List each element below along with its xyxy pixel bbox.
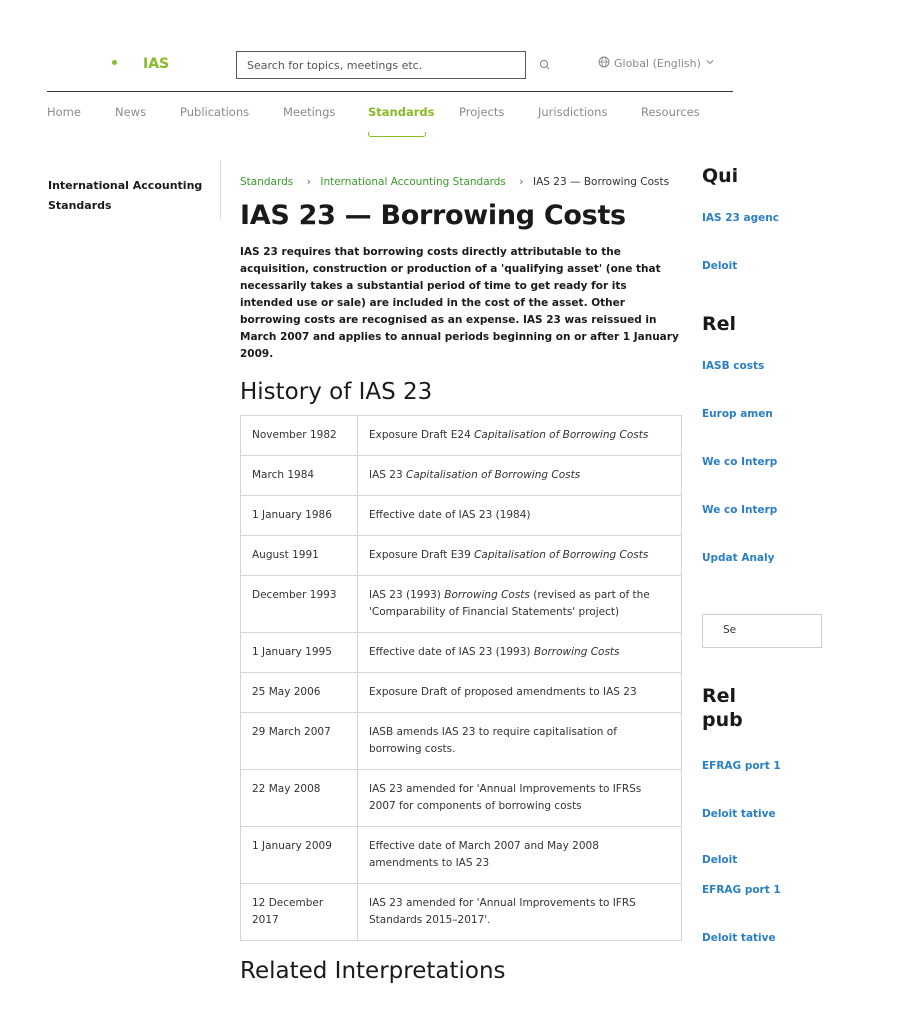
history-description-text: IAS 23 [369, 469, 406, 481]
related-interpretations-heading: Related Interpretations [240, 958, 506, 984]
breadcrumb-international-accounting-standards[interactable]: International Accounting Standards [320, 176, 506, 188]
history-description-title: Borrowing Costs [533, 646, 620, 658]
history-description-cell [358, 770, 682, 827]
intro-paragraph: IAS 23 requires that borrowing costs directly attributable to the acquisition, construction or production of a 'qualifying asset' (one that necessarily takes a substantial period of time to get ready for its intended use or sale) are included in the cost of the asset. Other borrowing costs are recognised as an expense. IAS 23 was reissued in March 2007 and applies to annual periods beginning on or after 1 January 2009. [240, 246, 679, 360]
table-row [241, 827, 682, 884]
history-description-title: Borrowing Costs [444, 589, 530, 601]
quick-links-heading: Qui [702, 165, 739, 187]
sidebar [48, 174, 208, 214]
history-description-cell [358, 827, 682, 884]
language-selector[interactable] [598, 56, 715, 71]
history-date-cell: November 1982 [241, 416, 358, 456]
chevron-right-icon: › [519, 175, 524, 188]
nav-standards[interactable]: Standards [368, 105, 435, 119]
history-description-cell [358, 884, 682, 941]
history-description-text: Exposure Draft E39 [369, 549, 475, 561]
history-description-cell [358, 536, 682, 576]
publication-link[interactable]: EFRAG port 1 [702, 760, 781, 772]
publication-link[interactable]: Deloit [702, 854, 738, 866]
history-description-text: IAS 23 amended for 'Annual Improvements to IFRS Standards 2015–2017'. [369, 897, 636, 926]
related-link[interactable]: Updat Analy [702, 552, 775, 564]
table-row [241, 576, 682, 633]
right-column [702, 0, 781, 1024]
breadcrumb-current: IAS 23 — Borrowing Costs [533, 176, 670, 188]
history-description-text: IASB amends IAS 23 to require capitalisation of borrowing costs. [369, 726, 617, 755]
history-description-suffix: (revised as part of the 'Comparability of Financial Statements' project) [369, 589, 650, 618]
related-link[interactable]: IASB costs [702, 360, 765, 372]
history-description-text: Effective date of IAS 23 (1984) [369, 509, 531, 521]
see-more-button[interactable]: Se [702, 614, 822, 648]
history-description-text: Exposure Draft of proposed amendments to IAS 23 [369, 686, 637, 698]
history-description-title: Capitalisation of Borrowing Costs [474, 429, 649, 441]
history-description-cell [358, 673, 682, 713]
page-title: IAS 23 — Borrowing Costs [240, 200, 626, 231]
history-date-cell: 25 May 2006 [241, 673, 358, 713]
related-publications-heading-line2: pub [702, 709, 743, 731]
table-row [241, 770, 682, 827]
breadcrumb-standards[interactable]: Standards [240, 176, 294, 188]
related-link[interactable]: We co Interp [702, 456, 778, 468]
table-row [241, 713, 682, 770]
search-icon[interactable] [536, 56, 554, 74]
nav-meetings[interactable]: Meetings [283, 105, 336, 119]
history-description-cell [358, 416, 682, 456]
history-date-cell: 29 March 2007 [241, 713, 358, 770]
table-row [241, 536, 682, 576]
quick-link[interactable]: IAS 23 agenc [702, 212, 779, 224]
history-date-cell: 12 December 2017 [241, 884, 358, 941]
history-description-text: Effective date of March 2007 and May 2008 amendments to IAS 23 [369, 840, 599, 869]
nav-publications[interactable]: Publications [180, 105, 250, 119]
table-row [241, 496, 682, 536]
history-description-cell [358, 576, 682, 633]
globe-icon [598, 56, 610, 71]
history-description-text: IAS 23 amended for 'Annual Improvements to IFRSs 2007 for components of borrowing costs [369, 783, 642, 812]
table-row [241, 416, 682, 456]
history-description-cell [358, 496, 682, 536]
nav-jurisdictions[interactable]: Jurisdictions [538, 105, 608, 119]
history-description-cell [358, 456, 682, 496]
active-tab-indicator [368, 132, 426, 137]
history-description-title: Capitalisation of Borrowing Costs [474, 549, 649, 561]
search-input[interactable] [237, 52, 527, 78]
history-description-cell [358, 633, 682, 673]
history-date-cell: December 1993 [241, 576, 358, 633]
table-row [241, 884, 682, 941]
publication-link[interactable]: Deloit tative [702, 932, 776, 944]
history-date-cell: August 1991 [241, 536, 358, 576]
nav-news[interactable]: News [115, 105, 147, 119]
related-link[interactable]: Europ amen [702, 408, 773, 420]
language-label: Global (English) [614, 57, 701, 70]
nav-projects[interactable]: Projects [459, 105, 505, 119]
table-row [241, 673, 682, 713]
logo-dot-icon [112, 60, 117, 65]
history-description-text: Exposure Draft E24 [369, 429, 475, 441]
history-table [240, 415, 682, 941]
sidebar-item-international-accounting-standards[interactable]: International Accounting Standards [48, 179, 203, 212]
sidebar-divider [220, 160, 221, 220]
history-date-cell: 1 January 1986 [241, 496, 358, 536]
history-description-text: IAS 23 (1993) [369, 589, 445, 601]
history-description-title: Capitalisation of Borrowing Costs [405, 469, 581, 481]
history-description-text: Effective date of IAS 23 (1993) [369, 646, 534, 658]
chevron-right-icon: › [306, 175, 311, 188]
publication-link[interactable]: EFRAG port 1 [702, 884, 781, 896]
quick-link[interactable]: Deloit [702, 260, 738, 272]
history-heading: History of IAS 23 [240, 379, 433, 405]
search-box [236, 51, 526, 79]
history-table-body [241, 416, 682, 941]
main-content [240, 170, 682, 941]
publication-link[interactable]: Deloit tative [702, 808, 776, 820]
related-publications-heading: Rel [702, 685, 737, 707]
nav-home[interactable]: Home [47, 105, 81, 119]
related-link[interactable]: We co Interp [702, 504, 778, 516]
nav-resources[interactable]: Resources [641, 105, 700, 119]
related-heading: Rel [702, 313, 737, 335]
history-date-cell: 1 January 2009 [241, 827, 358, 884]
history-date-cell: 22 May 2008 [241, 770, 358, 827]
table-row [241, 456, 682, 496]
table-row [241, 633, 682, 673]
breadcrumb [240, 174, 682, 190]
history-date-cell: March 1984 [241, 456, 358, 496]
history-description-cell [358, 713, 682, 770]
history-date-cell: 1 January 1995 [241, 633, 358, 673]
logo-text: IAS [143, 56, 170, 72]
site-header [0, 0, 768, 92]
